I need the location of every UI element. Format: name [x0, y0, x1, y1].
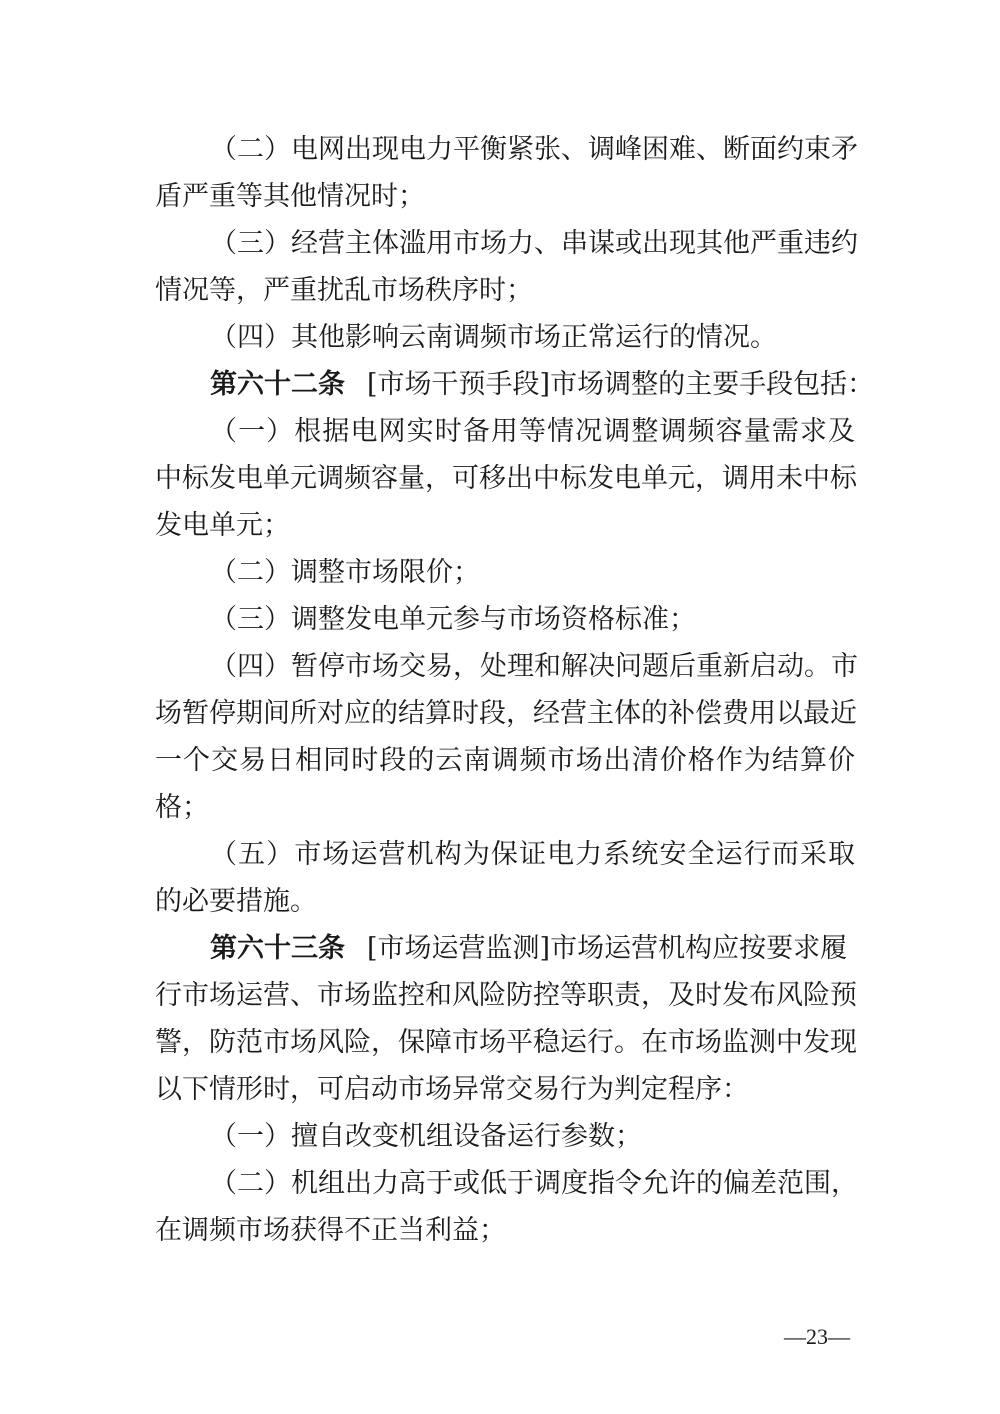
article-62-line [210, 361, 875, 409]
text-line: （二）调整市场限价； [210, 557, 480, 588]
text-line: 中标发电单元调频容量，可移出中标发电单元，调用未中标 [155, 463, 857, 494]
text-line: 发电单元； [155, 510, 290, 541]
text-line: 以下情形时，可启动市场异常交易行为判定程序： [155, 1074, 749, 1105]
text-line: 行市场运营、市场监控和风险防控等职责，及时发布风险预 [155, 980, 857, 1011]
text-line: （一）根据电网实时备用等情况调整调频容量需求及 [210, 416, 855, 447]
text-line: （二）电网出现电力平衡紧张、调峰困难、断面约束矛 [210, 134, 858, 165]
text-line: （二）机组出力高于或低于调度指令允许的偏差范围， [210, 1168, 858, 1199]
page-number: —23— [784, 1324, 850, 1349]
text-line: （三）经营主体滥用市场力、串谋或出现其他严重违约 [210, 228, 858, 259]
text-line: 情况等，严重扰乱市场秩序时； [155, 275, 533, 306]
text-line: （四）其他影响云南调频市场正常运行的情况。 [210, 322, 777, 353]
text-line: 警，防范市场风险，保障市场平稳运行。在市场监测中发现 [155, 1027, 857, 1058]
text-line: 格； [155, 792, 209, 823]
article-63-line [210, 925, 855, 973]
text-line: （四）暂停市场交易，处理和解决问题后重新启动。市 [210, 651, 858, 682]
text-line: （一）擅自改变机组设备运行参数； [210, 1121, 642, 1152]
article-text: [市场运营监测]市场运营机构应按要求履 [367, 933, 848, 964]
text-line: 一个交易日相同时段的云南调频市场出清价格作为结算价 [155, 745, 855, 776]
text-line: （三）调整发电单元参与市场资格标准； [210, 604, 696, 635]
article-text: [市场干预手段]市场调整的主要手段包括： [367, 369, 875, 400]
article-heading: 第六十二条 [210, 369, 345, 400]
text-line: 场暂停期间所对应的结算时段，经营主体的补偿费用以最近 [155, 698, 857, 729]
text-line: （五）市场运营机构为保证电力系统安全运行而采取 [210, 839, 855, 870]
text-line: 在调频市场获得不正当利益； [155, 1215, 506, 1246]
text-line: 盾严重等其他情况时； [155, 181, 425, 212]
text-line: 的必要措施。 [155, 886, 317, 917]
article-heading: 第六十三条 [210, 933, 345, 964]
